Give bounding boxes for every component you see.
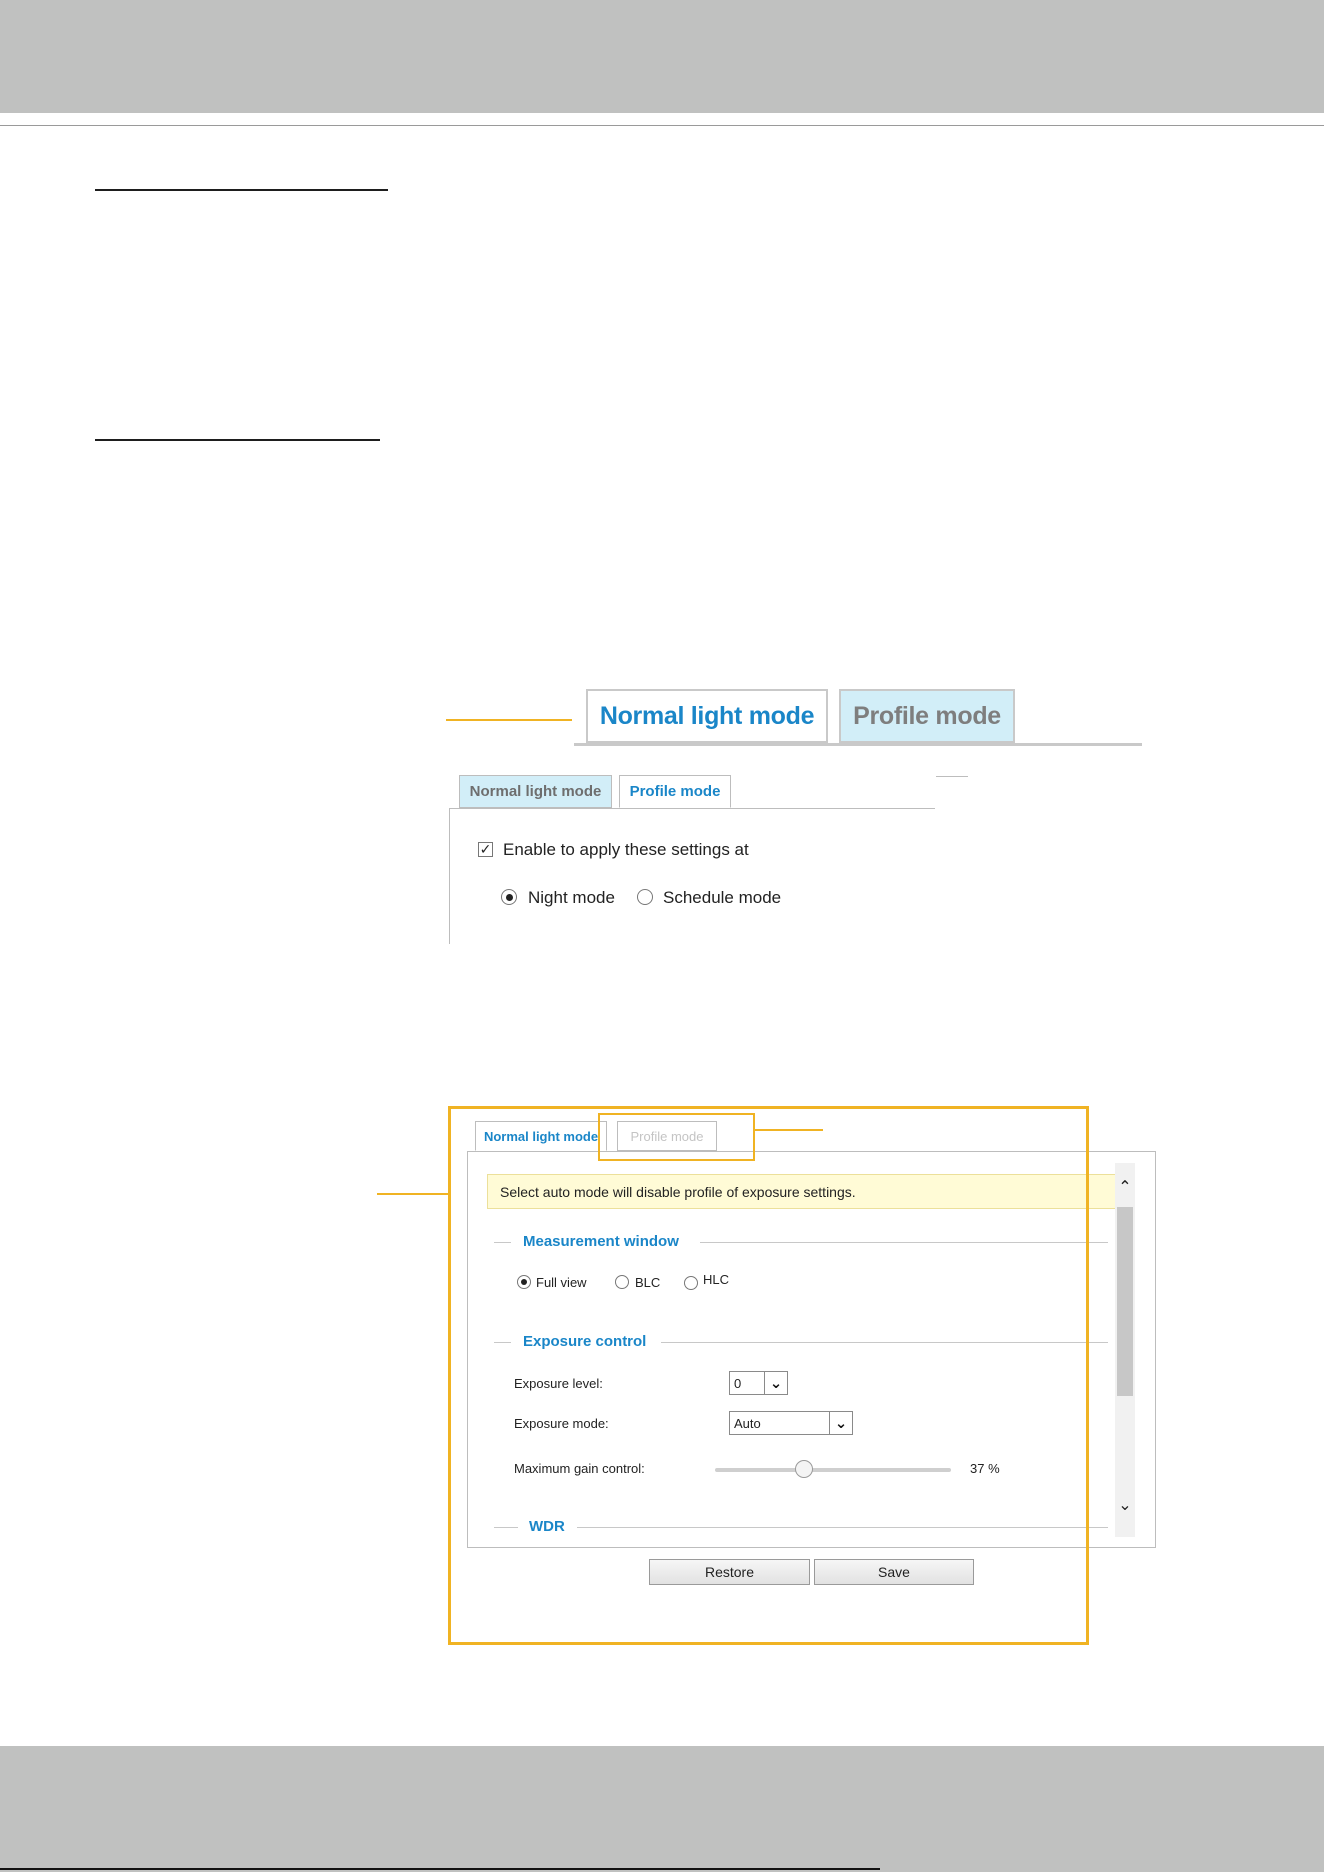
night-mode-radio[interactable] (501, 889, 517, 905)
chevron-down-icon[interactable]: ⌄ (1118, 1497, 1132, 1514)
callout-line (446, 719, 572, 721)
schedule-mode-label: Schedule mode (663, 888, 782, 907)
maximum-gain-value: 37 % (970, 1461, 1000, 1476)
exposure-level-value: 0 (734, 1375, 742, 1391)
page-footer-band (0, 1746, 1324, 1872)
panel-border (449, 808, 935, 809)
scrollbar-thumb[interactable] (1117, 1207, 1133, 1396)
chevron-down-icon: ⌄ (764, 1372, 787, 1394)
measurement-window-title: Measurement window (523, 1233, 679, 1250)
chevron-up-icon[interactable]: ⌃ (1118, 1179, 1132, 1196)
exposure-mode-label: Exposure mode: (514, 1416, 609, 1431)
section-heading-rule (95, 189, 388, 191)
profile-tab-highlight (598, 1113, 755, 1161)
schedule-mode-radio[interactable] (637, 889, 653, 905)
save-button[interactable]: Save (814, 1559, 974, 1585)
callout-frame (448, 1106, 1089, 1645)
exposure-control-title: Exposure control (523, 1333, 647, 1350)
wdr-title: WDR (529, 1518, 565, 1535)
callout-line (377, 1193, 448, 1195)
footer-rule (0, 1868, 880, 1870)
notice-banner: Select auto mode will disable profile of exposure settings. (487, 1174, 1116, 1209)
night-mode-label: Night mode (528, 888, 615, 907)
blc-label: BLC (635, 1275, 661, 1290)
exposure-level-label: Exposure level: (514, 1376, 603, 1391)
panel-border (449, 808, 450, 944)
tab-baseline (574, 743, 1142, 746)
tab-normal-light-mode-large[interactable]: Normal light mode (586, 689, 828, 743)
exposure-mode-value: Auto (734, 1415, 761, 1431)
page-header-band (0, 0, 1324, 113)
hlc-label: HLC (703, 1272, 730, 1287)
full-view-label: Full view (536, 1275, 587, 1290)
enable-settings-checkbox[interactable]: ✓ (479, 841, 492, 857)
maximum-gain-label: Maximum gain control: (514, 1461, 645, 1476)
chevron-down-icon: ⌄ (829, 1412, 852, 1434)
section-heading-rule (95, 439, 380, 441)
restore-button[interactable]: Restore (649, 1559, 810, 1585)
tab-profile-mode-disabled[interactable]: Profile mode (617, 1121, 717, 1151)
divider (936, 776, 968, 777)
header-divider (0, 125, 1324, 126)
tab-profile-mode-large[interactable]: Profile mode (839, 689, 1015, 743)
radio-selected-dot (506, 894, 513, 901)
tab-profile-mode[interactable]: Profile mode (619, 775, 731, 808)
tab-normal-light-mode[interactable]: Normal light mode (459, 775, 612, 808)
tab-normal-light-mode[interactable]: Normal light mode (475, 1121, 607, 1151)
enable-settings-label: Enable to apply these settings at (503, 840, 749, 859)
